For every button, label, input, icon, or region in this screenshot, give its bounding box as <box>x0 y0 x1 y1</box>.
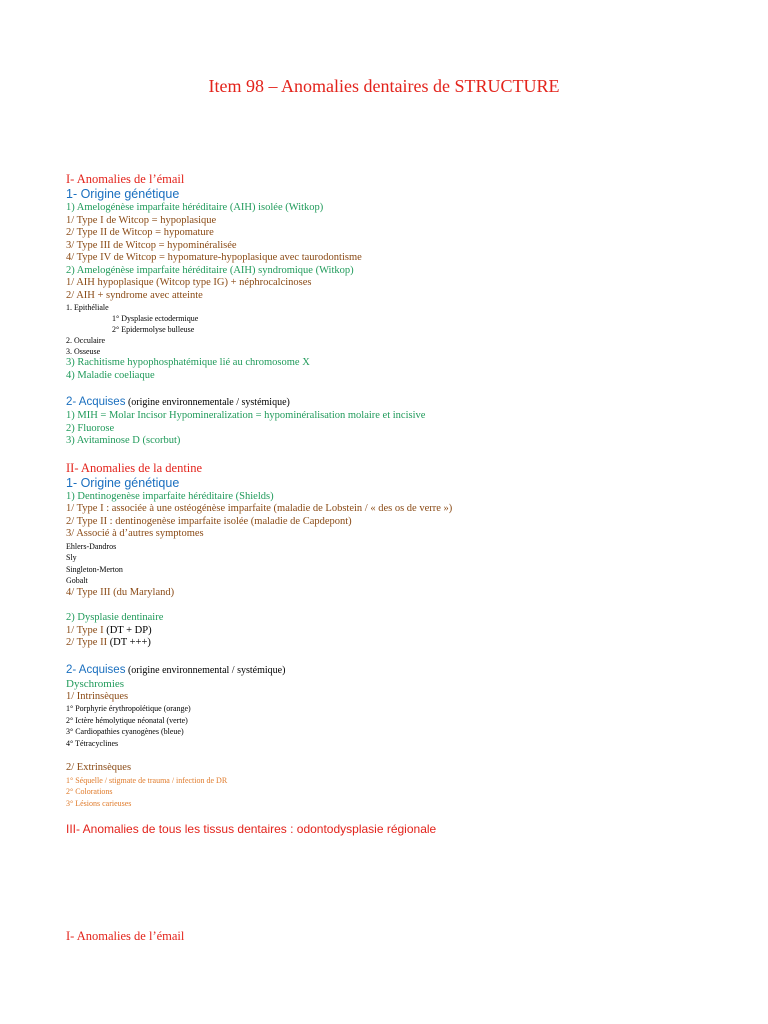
text-line: 3) Avitaminose D (scorbut) <box>66 435 181 446</box>
text-line: 1/ AIH hypoplasique (Witcop type IG) + néphrocalcinoses <box>66 277 312 288</box>
text-line: Dyschromies <box>66 677 125 690</box>
text-line: 2/ AIH + syndrome avec atteinte <box>66 289 203 301</box>
text-line: 1. Epithéliale <box>66 303 109 312</box>
text-line: 1) MIH = Molar Incisor Hypomineralization = hypominéralisation molaire et incisive <box>66 410 426 421</box>
text-line: 2/ Extrinsèques <box>66 762 132 773</box>
text-part: (DT +++) <box>109 637 151 648</box>
text-line: 2) Fluorose <box>66 422 115 434</box>
subsection-title: 2- Acquises <box>66 663 126 676</box>
text-line: 1) Amelogénèse imparfaite héréditaire (AIH) isolée (Witkop) <box>66 202 324 213</box>
subsection-suffix: (origine environnemental / systémique) <box>125 664 286 676</box>
text-line: 2° Ictère hémolytique néonatal (verte) <box>66 715 188 725</box>
text-line: 4/ Type IV de Witcop = hypomature-hypoplasique avec taurodontisme <box>66 252 362 263</box>
section-heading: II- Anomalies de la dentine <box>66 460 203 475</box>
text-line: Gobalt <box>66 576 88 585</box>
text-line <box>66 625 746 638</box>
text-line: Singleton-Merton <box>66 564 123 574</box>
text-line: 2/ Type II : dentinogenèse imparfaite isolée (maladie de Capdepont) <box>66 515 352 527</box>
text-line: 3) Rachitisme hypophosphatémique lié au chromosome X <box>66 357 310 368</box>
text-line: 3° Lésions carieuses <box>66 798 132 808</box>
text-line: 2. Occulaire <box>66 336 106 345</box>
page-title: Item 98 – Anomalies dentaires de STRUCTURE <box>208 76 560 96</box>
text-line: 3. Osseuse <box>66 347 101 356</box>
text-line: 1° Séquelle / stigmate de trauma / infection de DR <box>66 775 228 785</box>
text-line: 1/ Type I de Witcop = hypoplasique <box>66 214 217 226</box>
text-line: 1) Dentinogenèse imparfaite héréditaire (Shields) <box>66 490 274 502</box>
text-line <box>66 637 746 650</box>
text-line: 4/ Type III (du Maryland) <box>66 586 175 598</box>
text-line: 2) Dysplasie dentinaire <box>66 612 164 623</box>
subsection-heading <box>66 663 746 678</box>
subsection-heading: 1- Origine génétique <box>66 475 180 490</box>
text-line: 3° Cardiopathies cyanogènes (bleue) <box>66 727 184 736</box>
section-heading: I- Anomalies de l’émail <box>66 929 185 943</box>
subsection-heading <box>66 395 746 410</box>
text-line: 4° Tétracyclines <box>66 738 119 748</box>
text-line: 1/ Intrinsèques <box>66 690 129 702</box>
subsection-title: 2- Acquises <box>66 396 126 408</box>
text-line: 2) Amelogénèse imparfaite héréditaire (AIH) syndromique (Witkop) <box>66 264 354 276</box>
text-line: 3/ Type III de Witcop = hypominéralisée <box>66 239 237 251</box>
section-heading: I- Anomalies de l’émail <box>66 172 185 186</box>
text-line: Ehlers-Dandros <box>66 541 117 551</box>
text-line: 2° Colorations <box>66 787 113 796</box>
text-line: 2/ Type II de Witcop = hypomature <box>66 227 214 238</box>
subsection-suffix: (origine environnementale / systémique) <box>125 397 290 408</box>
text-line: 2° Epidermolyse bulleuse <box>112 325 195 334</box>
text-line: 4) Maladie coeliaque <box>66 369 155 381</box>
text-line: 1° Porphyrie érythropoïétique (orange) <box>66 704 191 713</box>
text-part: 2/ Type II <box>66 637 110 648</box>
text-part: (DT + DP) <box>106 624 152 636</box>
text-line: 3/ Associé à d’autres symptomes <box>66 528 204 539</box>
text-part: 1/ Type I <box>66 624 107 636</box>
text-line: 1° Dysplasie ectodermique <box>112 314 199 323</box>
section-heading: III- Anomalies de tous les tissus dentaires : odontodysplasie régionale <box>66 822 437 836</box>
document-body <box>66 172 746 944</box>
text-line: 1/ Type I : associée à une ostéogénèse imparfaite (maladie de Lobstein / « des os de verre ») <box>66 503 453 514</box>
text-line: Sly <box>66 553 77 562</box>
subsection-heading: 1- Origine génétique <box>66 187 180 201</box>
